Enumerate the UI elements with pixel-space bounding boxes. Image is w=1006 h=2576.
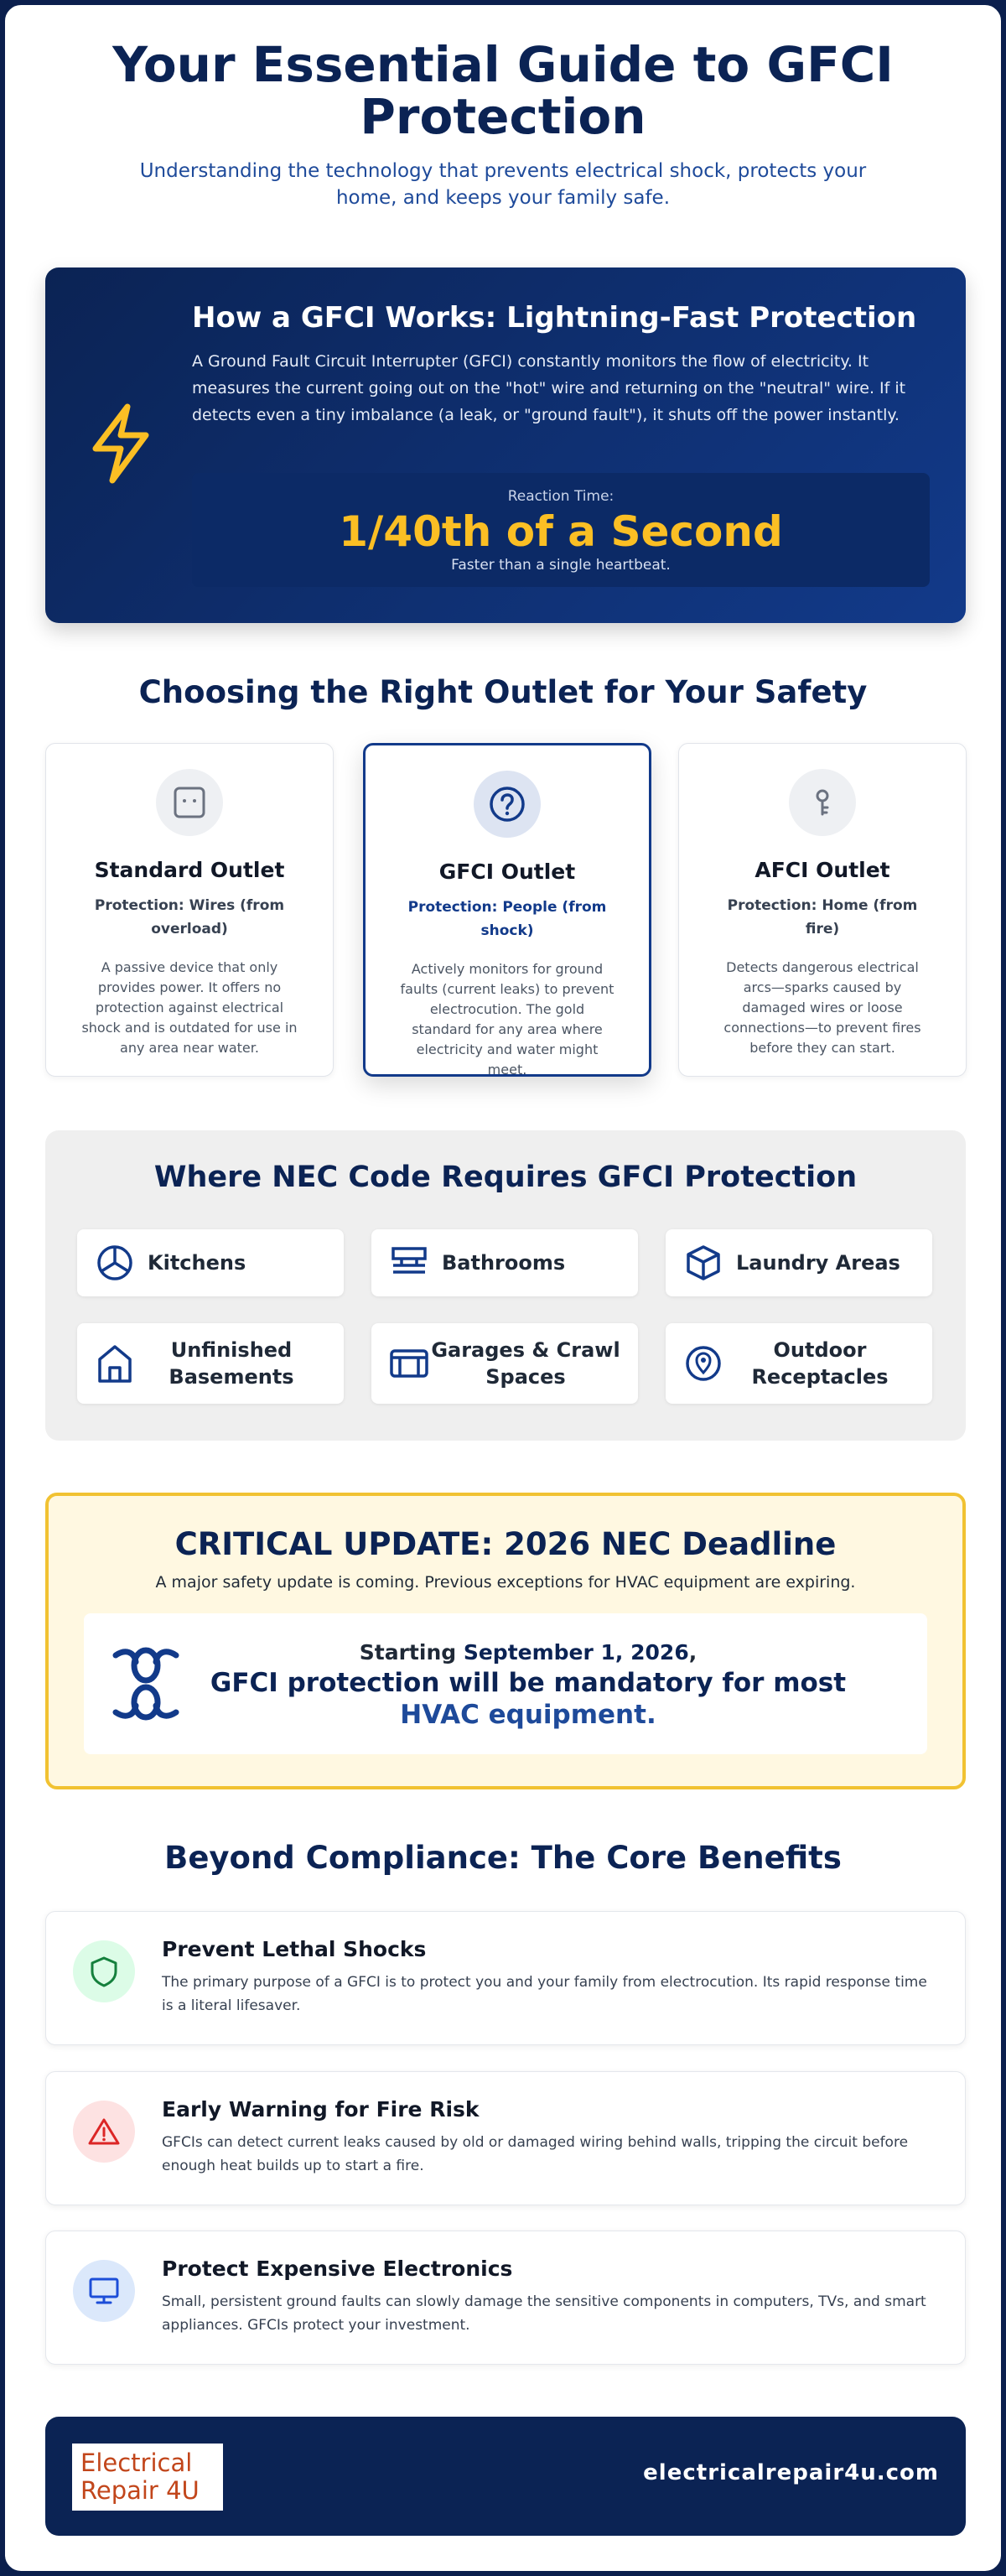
area-label: Garages & Crawl Spaces	[431, 1338, 620, 1389]
warning-triangle-icon	[73, 2101, 135, 2163]
benefit-text: GFCIs can detect current leaks caused by old or damaged wiring behind walls, tripping the circuit before enough heat builds up to start a fire.	[162, 2134, 909, 2174]
critical-update-title: CRITICAL UPDATE: 2026 NEC Deadline	[174, 1526, 837, 1562]
nec-requirements-section	[45, 1130, 966, 1441]
benefit-text: Small, persistent ground faults can slowly damage the sensitive components in computers, TVs, and smart appliances. GFCIs protect your investment.	[162, 2293, 926, 2334]
outlet-protection: Protection: People (from shock)	[407, 899, 607, 939]
critical-update-subtitle: A major safety update is coming. Previous exceptions for HVAC equipment are expiring.	[155, 1573, 856, 1592]
area-laundry	[666, 1229, 932, 1296]
benefit-title: Prevent Lethal Shocks	[162, 1937, 427, 1961]
deadline-date: September 1, 2026	[463, 1640, 689, 1665]
deadline-line-2: GFCI protection will be mandatory for most	[210, 1668, 847, 1698]
reaction-time-value: 1/40th of a Second	[339, 507, 783, 556]
deadline-line-1	[193, 1639, 863, 1667]
logo-line-2: Repair 4U	[80, 2476, 200, 2505]
outlet-name: Standard Outlet	[94, 858, 285, 882]
deadline-line-3: HVAC equipment.	[400, 1700, 656, 1730]
outlet-card-afci	[678, 743, 967, 1077]
page-subtitle: Understanding the technology that prevents electrical shock, protects your home, and keeps your family safe.	[139, 160, 867, 209]
arc-icon	[789, 769, 856, 836]
kitchen-icon	[94, 1242, 136, 1284]
company-logo[interactable]	[72, 2444, 223, 2511]
critical-update-banner	[45, 1493, 966, 1789]
bathroom-icon	[388, 1242, 430, 1284]
page-frame	[3, 3, 1003, 2573]
deadline-box	[84, 1613, 927, 1754]
garage-icon	[388, 1343, 430, 1384]
outlet-name: AFCI Outlet	[754, 858, 890, 882]
area-outdoor	[666, 1323, 932, 1404]
question-circle-icon	[474, 771, 541, 838]
outlet-description: A passive device that only provides power. It offers no protection against electrical shock and is outdated for use in any area near water.	[81, 959, 298, 1056]
area-garages	[371, 1323, 638, 1404]
area-basements	[77, 1323, 344, 1404]
deadline-prefix: Starting	[359, 1640, 464, 1665]
basement-house-icon	[94, 1343, 136, 1384]
benefit-card-shocks	[45, 1911, 966, 2045]
website-link[interactable]: electricalrepair4u.com	[643, 2460, 939, 2485]
hvac-fan-icon	[109, 1642, 183, 1726]
outlet-description: Detects dangerous electrical arcs—sparks caused by damaged wires or loose connections—to prevent fires before they can start.	[723, 959, 921, 1056]
standard-outlet-icon	[156, 769, 223, 836]
footer	[45, 2417, 966, 2536]
benefit-title: Protect Expensive Electronics	[162, 2257, 513, 2281]
area-bathrooms	[371, 1229, 638, 1296]
benefit-text: The primary purpose of a GFCI is to protect you and your family from electrocution. Its rapid response time is a literal lifesaver.	[162, 1974, 927, 2014]
how-it-works-body: A Ground Fault Circuit Interrupter (GFCI) constantly monitors the flow of electricity. It measures the current going out on the "hot" wire and returning on the "neutral" wire. If it detects even a tiny imbalance (a leak, or "ground fault"), it shuts off the power instantly.	[192, 352, 906, 424]
reaction-time-note: Faster than a single heartbeat.	[451, 557, 671, 574]
outlet-card-gfci	[363, 743, 651, 1077]
area-label: Outdoor Receptacles	[751, 1338, 889, 1389]
monitor-icon	[73, 2260, 135, 2322]
laundry-box-icon	[682, 1242, 724, 1284]
reaction-time-label: Reaction Time:	[507, 488, 614, 505]
shield-icon	[73, 1940, 135, 2002]
area-label: Laundry Areas	[736, 1251, 900, 1275]
lightning-bolt-icon	[86, 402, 156, 486]
reaction-time-box	[192, 473, 930, 587]
outlet-description: Actively monitors for ground faults (current leaks) to prevent electrocution. The gold standard for any area where electricity and water might meet.	[400, 961, 614, 1078]
page-title: Your Essential Guide to GFCI Protection	[112, 36, 894, 145]
how-gfci-works-card	[45, 267, 966, 623]
area-label: Kitchens	[148, 1251, 246, 1275]
outlets-section-title: Choosing the Right Outlet for Your Safety	[138, 674, 868, 710]
outlet-card-standard	[45, 743, 334, 1077]
benefits-section-title: Beyond Compliance: The Core Benefits	[164, 1840, 842, 1876]
outlet-protection: Protection: Home (from fire)	[727, 897, 918, 937]
area-kitchens	[77, 1229, 344, 1296]
deadline-suffix: ,	[688, 1640, 697, 1665]
nec-section-title: Where NEC Code Requires GFCI Protection	[153, 1161, 858, 1194]
area-label: Bathrooms	[442, 1251, 566, 1275]
benefit-title: Early Warning for Fire Risk	[162, 2097, 480, 2122]
outlet-protection: Protection: Wires (from overload)	[94, 897, 285, 937]
logo-line-1: Electrical	[80, 2449, 193, 2477]
benefit-card-fire	[45, 2071, 966, 2205]
outlet-name: GFCI Outlet	[438, 860, 576, 884]
benefit-card-electronics	[45, 2231, 966, 2365]
deadline-text	[193, 1639, 863, 1731]
location-pin-icon	[682, 1343, 724, 1384]
area-label: Unfinished Basements	[169, 1338, 294, 1389]
page-header	[5, 36, 1001, 211]
how-it-works-title: How a GFCI Works: Lightning-Fast Protection	[192, 301, 917, 335]
